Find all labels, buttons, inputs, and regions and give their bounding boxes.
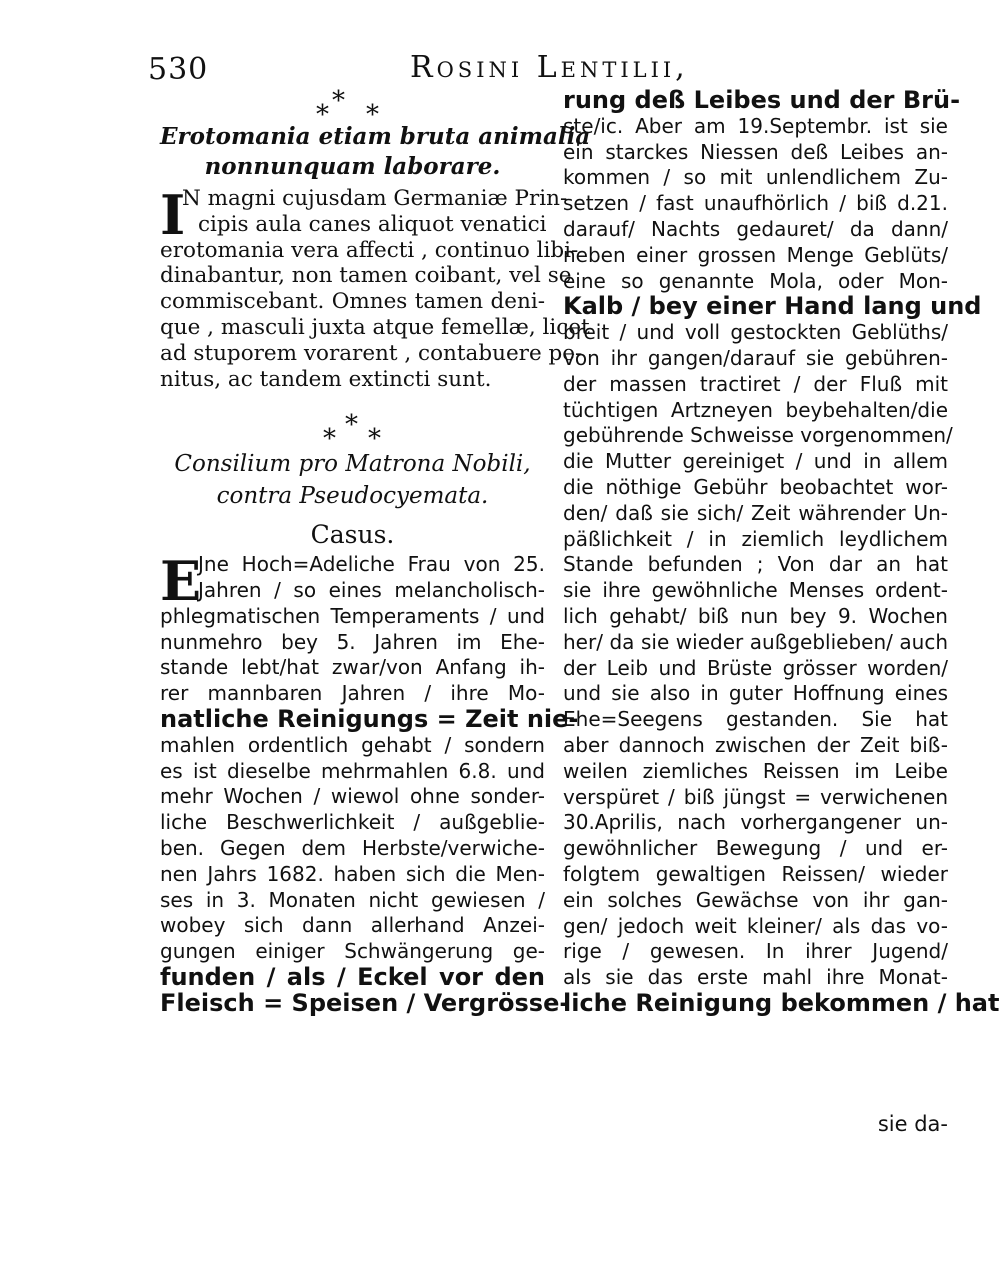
text-line: ste/ic. Aber am 19.Septembr. ist sie — [563, 113, 948, 138]
text-line: gebührende Schweisse vorgenommen/ — [563, 423, 953, 448]
text-line: sie ihre gewöhnliche Menses ordent- — [563, 578, 948, 603]
text-line: funden / als / Eckel vor den — [160, 962, 545, 991]
paragraph-erotomania — [160, 183, 590, 392]
text-line: phlegmatischen Temperaments / und — [160, 603, 545, 628]
running-head: Rosini Lentilii, — [410, 50, 689, 85]
right-column — [563, 86, 1000, 1017]
text-line: von ihr gangen/darauf sie gebühren- — [563, 345, 948, 370]
text-line: eine so genannte Mola, oder Mon- — [563, 268, 948, 293]
text-line: erotomania vera affecti , continuo libi- — [160, 237, 579, 263]
text-line: stande lebt/hat zwar/von Anfang ih- — [160, 655, 545, 680]
text-line: breit / und voll gestockten Geblüths/ — [563, 320, 948, 345]
asterism-ornament: * * * — [323, 410, 381, 455]
text-line: liche Reinigung bekommen / hat — [563, 988, 1000, 1017]
text-line: ad stuporem vorarent , contabuere pe- — [160, 340, 583, 366]
section-heading-consilium — [160, 448, 545, 512]
text-line: Stande befunden ; Von dar an hat — [563, 552, 948, 577]
text-line: und sie also in guter Hoffnung eines — [563, 681, 948, 706]
text-line: verspüret / biß jüngst = verwichenen — [563, 784, 948, 809]
text-line: rung deß Leibes und der Brü- — [563, 86, 961, 114]
text-line: lich gehabt/ biß nun bey 9. Wochen — [563, 603, 948, 628]
text-line: gungen einiger Schwängerung ge- — [160, 939, 545, 964]
casus-heading: Casus. — [310, 520, 395, 550]
text-line: ein solches Gewächse von ihr gan- — [563, 887, 948, 912]
text-line: mahlen ordentlich gehabt / sondern — [160, 732, 545, 757]
text-line: die Mutter gereiniget / und in allem — [563, 449, 948, 474]
text-line: ben. Gegen dem Herbste/verwiche- — [160, 835, 545, 860]
text-line: folgtem gewaltigen Reissen/ wieder — [563, 861, 948, 886]
text-line: natliche Reinigungs = Zeit nie- — [160, 704, 579, 733]
text-line: als sie das erste mahl ihre Monat- — [563, 965, 948, 990]
heading-line: Consilium pro Matrona Nobili, — [174, 451, 531, 478]
text-line: commiscebant. Omnes tamen deni- — [160, 289, 545, 315]
heading-line: Erotomania etiam bruta animalia — [160, 123, 591, 150]
text-line: N magni cujusdam Germaniæ Prin- — [182, 186, 568, 211]
text-line: den/ daß sie sich/ Zeit währender Un- — [563, 500, 948, 525]
page-number: 530 — [148, 52, 209, 87]
text-line: Kalb / bey einer Hand lang und — [563, 292, 982, 321]
text-line: wobey sich dann allerhand Anzei- — [160, 913, 545, 938]
text-line: Fleisch = Speisen / Vergrösse- — [160, 988, 570, 1017]
text-line: darauf/ Nachts gedauret/ da dann/ — [563, 216, 948, 241]
text-line: rige / gewesen. In ihrer Jugend/ — [563, 939, 948, 964]
paragraph-casus — [160, 549, 579, 1017]
text-line: gewöhnlicher Bewegung / und er- — [563, 836, 948, 861]
drop-capital: E — [160, 549, 202, 614]
text-line: mehr Wochen / wiewol ohne sonder- — [160, 784, 545, 809]
text-line: nunmehro bey 5. Jahren im Ehe- — [160, 629, 545, 654]
text-line: her/ da sie wieder außgeblieben/ auch — [563, 629, 948, 654]
text-line: aber dannoch zwischen der Zeit biß- — [563, 732, 948, 757]
text-line: neben einer grossen Menge Geblüts/ — [563, 242, 948, 267]
text-line: ses in 3. Monaten nicht gewiesen / — [160, 887, 545, 912]
text-line: weilen ziemliches Reissen im Leibe — [563, 758, 948, 783]
text-line: es ist dieselbe mehrmahlen 6.8. und — [160, 758, 545, 783]
drop-capital: I — [160, 183, 186, 247]
text-line: dinabantur, non tamen coibant, vel se — [160, 263, 572, 289]
text-line: 30.Aprilis, nach vorhergangener un- — [563, 810, 948, 835]
text-line: nitus, ac tandem extincti sunt. — [160, 366, 492, 392]
text-line: que , masculi juxta atque femellæ, licet — [160, 314, 590, 340]
text-line: setzen / fast unaufhörlich / biß d.21. — [563, 191, 948, 216]
text-line: Ehe=Seegens gestanden. Sie hat — [563, 707, 948, 732]
section-heading-erotomania — [160, 122, 591, 182]
text-line: päßlichkeit / in ziemlich leydlichem — [563, 526, 948, 551]
asterism-ornament: * * * — [316, 86, 379, 130]
heading-line: contra Pseudocyemata. — [216, 483, 489, 510]
left-column — [160, 82, 591, 1017]
heading-line: nonnunquam laborare. — [204, 153, 501, 180]
text-line: Jne Hoch=Adeliche Frau von 25. — [198, 552, 545, 577]
text-line: gen/ jedoch weit kleiner/ als das vo- — [563, 913, 948, 938]
text-line: ein starckes Niessen deß Leibes an- — [563, 139, 948, 164]
text-line: nen Jahrs 1682. haben sich die Men- — [160, 861, 545, 886]
text-line: liche Beschwerlichkeit / außgeblie- — [160, 810, 545, 835]
text-line: rer mannbaren Jahren / ihre Mo- — [160, 681, 545, 706]
text-line: der massen tractiret / der Fluß mit — [563, 371, 948, 396]
text-line: der Leib und Brüste grösser worden/ — [563, 655, 948, 680]
text-line: die nöthige Gebühr beobachtet wor- — [563, 474, 948, 499]
text-line: kommen / so mit unlendlichem Zu- — [563, 165, 948, 190]
text-line: Jahren / so eines melancholisch- — [198, 577, 545, 602]
catchword: sie da- — [877, 1112, 948, 1136]
text-line: cipis aula canes aliquot venatici — [198, 211, 547, 237]
text-line: tüchtigen Artzneyen beybehalten/die — [563, 397, 948, 422]
